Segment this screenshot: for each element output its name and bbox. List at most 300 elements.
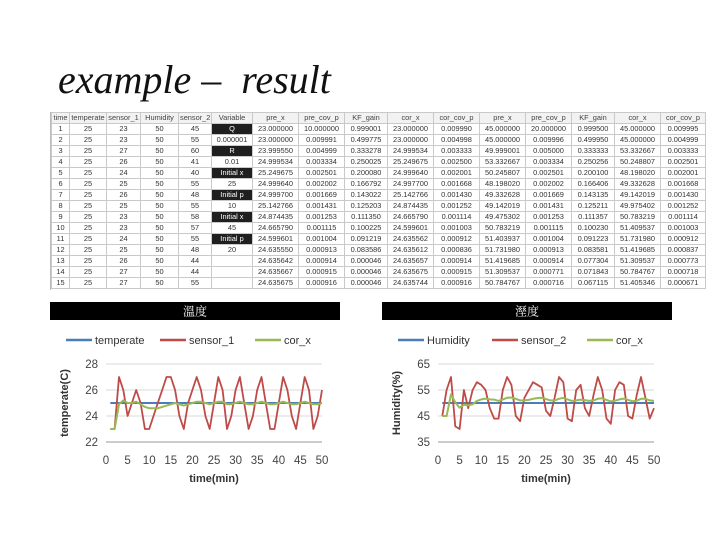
table-cell: 50 [141, 201, 179, 212]
table-cell: 44 [179, 267, 212, 278]
table-cell: 44 [179, 256, 212, 267]
table-cell: 0.100225 [345, 223, 388, 234]
table-cell: 51.419685 [480, 256, 526, 267]
table-cell: 0.001004 [299, 234, 345, 245]
column-header: sensor_2 [180, 113, 211, 122]
table-cell: 50 [141, 190, 179, 201]
table-cell: 0.000046 [345, 256, 388, 267]
table-cell: 23.999550 [253, 146, 299, 157]
table-cell: 49.142019 [615, 190, 661, 201]
table-cell: 24.635744 [388, 278, 434, 289]
x-tick-label: 40 [272, 455, 286, 467]
table-cell: 24.635675 [253, 278, 299, 289]
table-cell: 53.332667 [615, 146, 661, 157]
table-cell: 0.004999 [299, 146, 345, 157]
table-cell: 49.332628 [615, 179, 661, 190]
column-header: sensor_1 [108, 113, 139, 122]
table-cell: 0.001115 [299, 223, 345, 234]
variable-cell: Initial p [212, 190, 253, 201]
y-tick-label: 22 [85, 437, 98, 449]
table-cell: 23 [107, 212, 141, 223]
spreadsheet [50, 112, 701, 290]
table-cell: 7 [52, 190, 70, 201]
table-cell: 0.001253 [526, 212, 572, 223]
x-tick-label: 45 [626, 455, 639, 467]
x-tick-label: 25 [207, 455, 221, 467]
table-cell: 0.001003 [434, 223, 480, 234]
data-table [51, 112, 706, 289]
table-cell: 51.405346 [615, 278, 661, 289]
table-cell: 49.975402 [615, 201, 661, 212]
table-cell: 50 [141, 135, 179, 146]
table-cell: 49.332628 [480, 190, 526, 201]
table-cell: 0.083581 [572, 245, 615, 256]
table-cell: 50 [141, 223, 179, 234]
table-cell: 50 [141, 278, 179, 289]
table-cell: 0.002501 [661, 157, 706, 168]
table-cell: 50 [141, 256, 179, 267]
table-cell: 48.198020 [480, 179, 526, 190]
table-cell: 25 [70, 124, 107, 135]
table-cell: 50 [141, 245, 179, 256]
table-cell: 0.067115 [572, 278, 615, 289]
table-cell: 0.000773 [661, 256, 706, 267]
table-cell: 60 [179, 146, 212, 157]
table-cell: 26 [107, 256, 141, 267]
table-cell: 0.000718 [661, 267, 706, 278]
table-cell: 0.001252 [434, 201, 480, 212]
table-cell: 2 [52, 135, 70, 146]
table-cell: 0.499950 [572, 135, 615, 146]
table-cell: 0.000771 [526, 267, 572, 278]
table-cell: 45 [179, 124, 212, 135]
table-cell: 0.091219 [345, 234, 388, 245]
variable-cell [212, 267, 253, 278]
table-cell: 0.009996 [526, 135, 572, 146]
table-row [52, 256, 706, 267]
x-tick-label: 25 [539, 455, 553, 467]
x-tick-label: 30 [229, 455, 242, 467]
table-cell: 50.784767 [615, 267, 661, 278]
table-cell: 25 [70, 234, 107, 245]
table-cell: 24 [107, 168, 141, 179]
table-cell: 0.091223 [572, 234, 615, 245]
column-header: cor_cov_p [661, 113, 706, 124]
table-cell: 24.665790 [253, 223, 299, 234]
table-cell: 0.001430 [661, 190, 706, 201]
column-header: pre_x [480, 113, 526, 124]
table-cell: 27 [107, 278, 141, 289]
table-cell: 5 [52, 168, 70, 179]
table-cell: 25 [70, 223, 107, 234]
x-tick-label: 0 [434, 455, 442, 467]
table-cell: 0.009990 [434, 124, 480, 135]
table-cell: 25.249675 [388, 157, 434, 168]
table-cell: 45.000000 [480, 124, 526, 135]
legend-label: temperate [95, 335, 145, 347]
table-cell: 0.111357 [572, 212, 615, 223]
table-cell: 0.200080 [345, 168, 388, 179]
table-cell: 24.997700 [388, 179, 434, 190]
table-cell: 0.200100 [572, 168, 615, 179]
chart-header-title: 溼度 [514, 304, 540, 319]
table-row [52, 146, 706, 157]
table-cell: 23 [107, 135, 141, 146]
table-cell: 55 [179, 135, 212, 146]
table-cell: 0.250025 [345, 157, 388, 168]
table-cell: 0.001668 [434, 179, 480, 190]
table-cell: 55 [179, 234, 212, 245]
table-cell: 0.001431 [526, 201, 572, 212]
table-cell: 25 [70, 278, 107, 289]
table-cell: 0.003334 [526, 157, 572, 168]
table-cell: 0.001115 [526, 223, 572, 234]
table-cell: 23.000000 [253, 135, 299, 146]
table-cell: 27 [107, 267, 141, 278]
x-tick-label: 45 [294, 455, 307, 467]
table-cell: 24 [107, 234, 141, 245]
table-cell: 3 [52, 146, 70, 157]
temperature-chart [50, 302, 340, 500]
table-cell: 27 [107, 146, 141, 157]
table-cell: 25.142766 [253, 201, 299, 212]
table-cell: 26 [107, 190, 141, 201]
table-cell: 24.999534 [388, 146, 434, 157]
table-cell: 26 [107, 157, 141, 168]
x-tick-label: 40 [604, 455, 618, 467]
variable-cell: 20 [212, 245, 253, 256]
table-cell: 0.002501 [526, 168, 572, 179]
table-cell: 0.002501 [299, 168, 345, 179]
table-cell: 0.125203 [345, 201, 388, 212]
table-cell: 0.003333 [661, 146, 706, 157]
legend-label: Humidity [427, 335, 470, 347]
table-cell: 50 [141, 124, 179, 135]
variable-cell: Initial x [212, 212, 253, 223]
variable-cell [212, 256, 253, 267]
table-cell: 25 [70, 190, 107, 201]
legend-label: cor_x [616, 335, 643, 347]
table-cell: 0.001252 [661, 201, 706, 212]
table-cell: 24.635612 [388, 245, 434, 256]
table-cell: 25 [107, 179, 141, 190]
table-cell: 24.999640 [388, 168, 434, 179]
temperature-chart-svg [50, 302, 340, 500]
y-axis-label: temperate(C) [59, 369, 71, 437]
table-cell: 53.332667 [480, 157, 526, 168]
table-cell: 8 [52, 201, 70, 212]
table-cell: 10 [52, 223, 70, 234]
column-header: time [52, 113, 70, 124]
table-cell: 48.198020 [615, 168, 661, 179]
table-cell: 0.009991 [299, 135, 345, 146]
table-row [52, 157, 706, 168]
table-cell: 50.783219 [615, 212, 661, 223]
table-cell: 40 [179, 168, 212, 179]
table-cell: 45.000000 [480, 135, 526, 146]
table-cell: 0.001253 [299, 212, 345, 223]
y-tick-label: 26 [85, 385, 98, 397]
column-header: pre_cov_p [526, 113, 572, 124]
table-cell: 24.999700 [253, 190, 299, 201]
table-cell: 0.003334 [299, 157, 345, 168]
table-cell: 0.000046 [345, 278, 388, 289]
table-cell: 0.000912 [661, 234, 706, 245]
x-tick-label: 5 [456, 455, 463, 467]
x-axis-label: time(min) [521, 473, 571, 485]
table-cell: 23.000000 [388, 124, 434, 135]
chart-header-title: 溫度 [182, 304, 208, 319]
table-cell: 11 [52, 234, 70, 245]
table-cell: 55 [179, 201, 212, 212]
table-cell: 50 [141, 146, 179, 157]
table-cell: 0.166792 [345, 179, 388, 190]
table-cell: 0.002001 [661, 168, 706, 179]
table-cell: 50.784767 [480, 278, 526, 289]
y-tick-label: 35 [417, 437, 430, 449]
variable-cell: 0.01 [212, 157, 253, 168]
x-tick-label: 50 [647, 455, 661, 467]
table-cell: 50 [141, 212, 179, 223]
table-cell: 49.999001 [480, 146, 526, 157]
table-cell: 0.002500 [434, 157, 480, 168]
x-tick-label: 15 [164, 455, 178, 467]
table-cell: 4 [52, 157, 70, 168]
table-row [52, 234, 706, 245]
table-cell: 10.000000 [299, 124, 345, 135]
column-header: cor_x [388, 113, 434, 124]
x-tick-label: 10 [474, 455, 488, 467]
table-cell: 49.142019 [480, 201, 526, 212]
legend-label: sensor_2 [521, 335, 567, 347]
table-cell: 23.000000 [253, 124, 299, 135]
table-cell: 0.000671 [661, 278, 706, 289]
table-cell: 51.419685 [615, 245, 661, 256]
column-header: pre_cov_p [299, 113, 345, 124]
humidity-chart [382, 302, 672, 500]
table-cell: 0.001003 [661, 223, 706, 234]
table-cell: 0.000916 [434, 278, 480, 289]
x-tick-label: 35 [250, 455, 264, 467]
humidity-chart-svg [382, 302, 672, 500]
table-cell: 12 [52, 245, 70, 256]
column-header: pre_x [253, 113, 299, 124]
table-cell: 9 [52, 212, 70, 223]
table-row [52, 168, 706, 179]
table-cell: 0.000913 [299, 245, 345, 256]
table-cell: 23 [107, 124, 141, 135]
variable-cell: 0.000001 [212, 135, 253, 146]
table-cell: 0.333333 [572, 146, 615, 157]
column-header: Humidity [141, 113, 179, 124]
variable-cell [212, 278, 253, 289]
table-cell: 25 [70, 135, 107, 146]
table-cell: 48 [179, 190, 212, 201]
variable-cell: Initial x [212, 168, 253, 179]
table-cell: 0.004998 [434, 135, 480, 146]
table-cell: 0.499775 [345, 135, 388, 146]
table-cell: 45.000000 [615, 135, 661, 146]
table-cell: 25 [70, 201, 107, 212]
table-cell: 25 [70, 146, 107, 157]
table-cell: 45.000000 [615, 124, 661, 135]
table-cell: 0.000912 [434, 234, 480, 245]
table-cell: 0.004999 [661, 135, 706, 146]
table-cell: 58 [179, 212, 212, 223]
table-cell: 24.635667 [253, 267, 299, 278]
table-cell: 24.599601 [253, 234, 299, 245]
table-cell: 50.245807 [480, 168, 526, 179]
table-cell: 13 [52, 256, 70, 267]
table-cell: 0.083586 [345, 245, 388, 256]
table-cell: 0.001114 [661, 212, 706, 223]
table-cell: 25 [70, 245, 107, 256]
table-cell: 14 [52, 267, 70, 278]
table-row [52, 267, 706, 278]
table-row [52, 124, 706, 135]
table-cell: 0.999500 [572, 124, 615, 135]
table-cell: 24.874435 [253, 212, 299, 223]
legend-label: sensor_1 [189, 335, 235, 347]
table-cell: 0.001430 [434, 190, 480, 201]
table-cell: 41 [179, 157, 212, 168]
table-cell: 50 [141, 157, 179, 168]
table-cell: 0.005000 [526, 146, 572, 157]
x-tick-label: 15 [496, 455, 510, 467]
table-cell: 50.783219 [480, 223, 526, 234]
table-cell: 0.000916 [299, 278, 345, 289]
column-header: temperate [71, 113, 105, 122]
table-cell: 0.003333 [434, 146, 480, 157]
y-tick-label: 28 [85, 359, 98, 371]
variable-cell: Q [212, 124, 253, 135]
table-row [52, 179, 706, 190]
table-cell: 51.403937 [480, 234, 526, 245]
table-cell: 0.000914 [299, 256, 345, 267]
table-cell: 0.333278 [345, 146, 388, 157]
column-header: cor_x [615, 113, 661, 124]
table-cell: 0.001431 [299, 201, 345, 212]
table-cell: 0.000046 [345, 267, 388, 278]
table-cell: 0.166406 [572, 179, 615, 190]
x-tick-label: 20 [518, 455, 531, 467]
table-cell: 20.000000 [526, 124, 572, 135]
variable-cell: 45 [212, 223, 253, 234]
legend-label: cor_x [284, 335, 311, 347]
slide-title: example – result [58, 57, 331, 102]
table-cell: 0.009995 [661, 124, 706, 135]
column-header: KF_gain [345, 113, 388, 124]
table-cell: 0.001114 [434, 212, 480, 223]
table-row [52, 135, 706, 146]
table-cell: 0.143135 [572, 190, 615, 201]
x-tick-label: 5 [124, 455, 131, 467]
table-cell: 25 [70, 267, 107, 278]
table-row [52, 190, 706, 201]
y-tick-label: 65 [417, 359, 430, 371]
table-cell: 0.000716 [526, 278, 572, 289]
table-cell: 51.309537 [480, 267, 526, 278]
x-tick-label: 10 [142, 455, 156, 467]
table-cell: 23.000000 [388, 135, 434, 146]
table-cell: 57 [179, 223, 212, 234]
column-header: cor_cov_p [434, 113, 480, 124]
x-tick-label: 30 [561, 455, 574, 467]
table-cell: 0.002002 [299, 179, 345, 190]
table-cell: 0.002002 [526, 179, 572, 190]
y-axis-label: Humidity(%) [391, 370, 403, 436]
table-cell: 0.001004 [526, 234, 572, 245]
variable-cell: 25 [212, 179, 253, 190]
x-axis-label: time(min) [189, 473, 239, 485]
table-row [52, 223, 706, 234]
y-tick-label: 24 [85, 411, 98, 423]
table-cell: 25 [70, 179, 107, 190]
table-cell: 0.077304 [572, 256, 615, 267]
variable-cell: R [212, 146, 253, 157]
x-tick-label: 20 [186, 455, 199, 467]
table-cell: 25 [70, 168, 107, 179]
table-cell: 0.000915 [299, 267, 345, 278]
table-cell: 0.000837 [661, 245, 706, 256]
table-row [52, 245, 706, 256]
table-cell: 50.248807 [615, 157, 661, 168]
table-cell: 51.309537 [615, 256, 661, 267]
table-cell: 0.999001 [345, 124, 388, 135]
table-cell: 25 [70, 157, 107, 168]
table-cell: 0.000914 [434, 256, 480, 267]
table-cell: 48 [179, 245, 212, 256]
table-cell: 24.874435 [388, 201, 434, 212]
table-cell: 25.249675 [253, 168, 299, 179]
table-cell: 25 [107, 245, 141, 256]
table-cell: 0.071843 [572, 267, 615, 278]
table-cell: 6 [52, 179, 70, 190]
table-cell: 24.599601 [388, 223, 434, 234]
table-cell: 50 [141, 234, 179, 245]
column-header: KF_gain [572, 113, 615, 124]
table-cell: 25 [70, 256, 107, 267]
variable-cell: 10 [212, 201, 253, 212]
y-tick-label: 55 [417, 385, 430, 397]
table-cell: 25 [70, 212, 107, 223]
table-cell: 24.665790 [388, 212, 434, 223]
table-row [52, 201, 706, 212]
table-cell: 55 [179, 179, 212, 190]
table-cell: 49.475302 [480, 212, 526, 223]
x-tick-label: 35 [582, 455, 596, 467]
table-cell: 0.100230 [572, 223, 615, 234]
x-tick-label: 50 [315, 455, 329, 467]
table-cell: 0.002001 [434, 168, 480, 179]
table-cell: 51.731980 [480, 245, 526, 256]
table-cell: 0.125211 [572, 201, 615, 212]
table-cell: 23 [107, 223, 141, 234]
table-cell: 51.731980 [615, 234, 661, 245]
table-cell: 15 [52, 278, 70, 289]
table-cell: 1 [52, 124, 70, 135]
table-cell: 0.000913 [526, 245, 572, 256]
table-cell: 0.111350 [345, 212, 388, 223]
y-tick-label: 45 [417, 411, 430, 423]
table-cell: 0.000914 [526, 256, 572, 267]
table-cell: 24.999640 [253, 179, 299, 190]
table-cell: 24.635642 [253, 256, 299, 267]
table-cell: 25.142766 [388, 190, 434, 201]
table-cell: 24.635550 [253, 245, 299, 256]
column-header: Variable [212, 113, 253, 124]
table-cell: 0.001669 [526, 190, 572, 201]
